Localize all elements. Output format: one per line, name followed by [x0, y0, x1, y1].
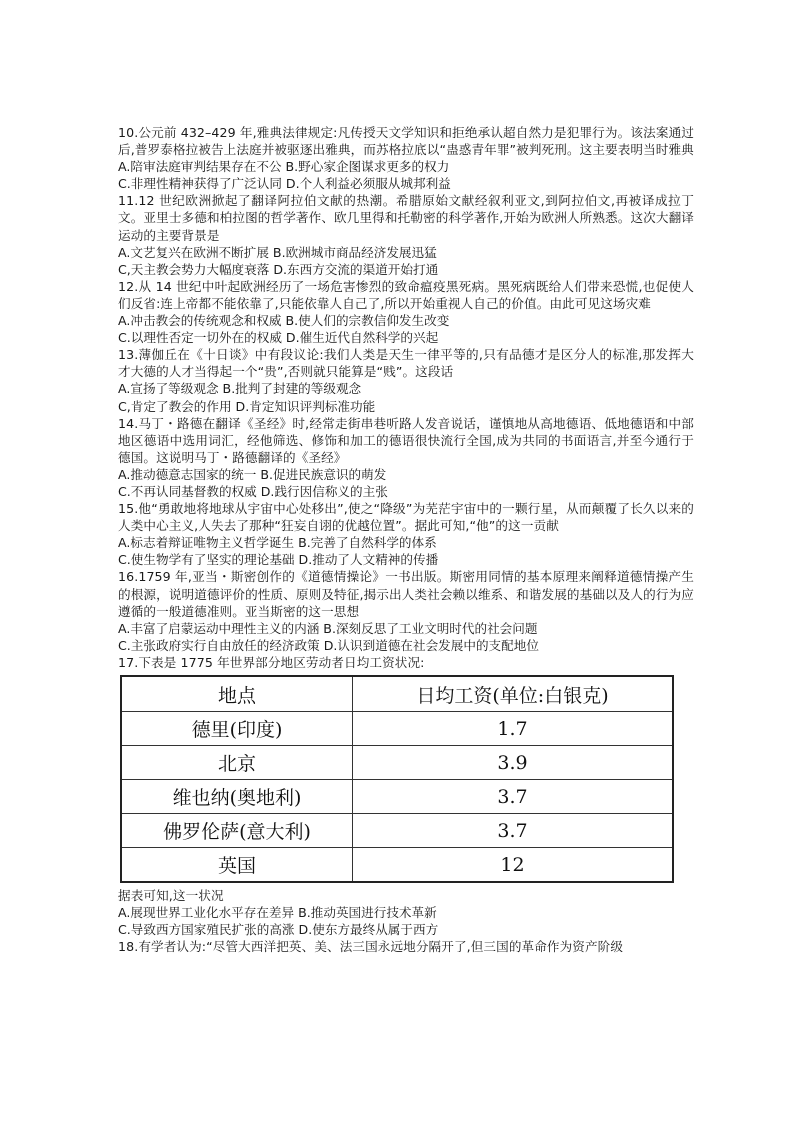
option-line: A.推动德意志国家的统一 B.促进民族意识的萌发 [118, 466, 387, 482]
table-row [121, 780, 673, 814]
table-cell-wage: 12 [353, 848, 674, 883]
question-stem: 14.马丁・路德在翻译《圣经》时,经常走街串巷听路人发音说话，谨慎地从高地德语、低地德语和中部地区德语中选用词汇，经他筛选、修饰和加工的德语很快流行全国,成为共同的书面语言,并至今通行于德国。这说明马丁・路德翻译的《圣经》 [118, 415, 694, 465]
option-line: C.主张政府实行自由放任的经济政策 D.认识到道德在社会发展中的支配地位 [118, 637, 539, 653]
option-line: C.非理性精神获得了广泛认同 D.个人利益必须服从城邦利益 [118, 176, 451, 192]
option-line: A.文艺复兴在欧洲不断扩展 B.欧洲城市商品经济发展迅猛 [118, 244, 437, 260]
question-12 [118, 278, 694, 346]
table-cell-location: 英国 [121, 848, 353, 883]
question-11 [118, 192, 694, 277]
table-header-cell: 地点 [121, 676, 353, 712]
table-row [121, 848, 673, 883]
question-stem: 10.公元前 432–429 年,雅典法律规定:凡传授天文学知识和拒绝承认超自然力是犯罪行为。该法案通过后,普罗泰格拉被告上法庭并被驱逐出雅典，而苏格拉底以“蛊惑青年罪”被判死刑。这主要表明当时雅典 [118, 125, 694, 158]
option-line: C,肯定了教会的作用 D.肯定知识评判标准功能 [118, 398, 376, 414]
question-14 [118, 415, 694, 500]
question-13 [118, 346, 694, 414]
option-line: A.冲击教会的传统观念和权威 B.使人们的宗教信仰发生改变 [118, 313, 450, 329]
option-line: C.导致西方国家殖民扩张的高涨 D.使东方最终从属于西方 [118, 922, 439, 938]
table-header-row [121, 676, 673, 712]
question-10 [118, 124, 694, 192]
option-line: A.展现世界工业化水平存在差异 B.推动英国进行技术革新 [118, 905, 437, 921]
question-18 [118, 938, 694, 955]
question-stem: 12.从 14 世纪中叶起欧洲经历了一场危害惨烈的致命瘟疫黑死病。黑死病既给人们带来恐慌,也促使人们反省:连上帝都不能依靠了,只能依靠人自己了,所以开始重视人自己的价值。由此可见这场灾难 [118, 278, 694, 311]
table-cell-wage: 3.7 [353, 780, 674, 814]
question-stem: 11.12 世纪欧洲掀起了翻译阿拉伯文献的热潮。希腊原始文献经叙利亚文,到阿拉伯文,再被译成拉丁文。亚里士多德和柏拉图的哲学著作、欧几里得和托勒密的科学著作,开始为欧洲人所熟悉。这次大翻译运动的主要背景是 [118, 193, 694, 243]
question-followup: 据表可知,这一状况 [118, 888, 224, 903]
option-line: A.丰富了启蒙运动中理性主义的内涵 B.深刻反思了工业文明时代的社会问题 [118, 620, 538, 636]
option-line: C.使生物学有了坚实的理论基础 D.推动了人文精神的传播 [118, 552, 439, 568]
table-row [121, 746, 673, 780]
table-cell-wage: 3.9 [353, 746, 674, 780]
table-cell-location: 德里(印度) [121, 712, 353, 746]
table-row [121, 814, 673, 848]
table-header-cell: 日均工资(单位:白银克) [353, 676, 674, 712]
option-line: A.标志着辩证唯物主义哲学诞生 B.完善了自然科学的体系 [118, 535, 437, 551]
option-line: A.陪审法庭审判结果存在不公 B.野心家企图谋求更多的权力 [118, 159, 450, 175]
question-15 [118, 500, 694, 568]
option-line: C.不再认同基督教的权威 D.践行因信称义的主张 [118, 483, 388, 499]
question-17 [118, 654, 694, 938]
option-line: A.宣扬了等级观念 B.批判了封建的等级观念 [118, 381, 362, 397]
table-cell-location: 北京 [121, 746, 353, 780]
wage-table [120, 675, 674, 883]
question-stem: 16.1759 年,亚当・斯密创作的《道德情操论》一书出版。斯密用同情的基本原理来阐释道德情操产生的根源，说明道德评价的性质、原则及特征,揭示出人类社会赖以维系、和谐发展的基础以及人的行为应遵循的一般道德准则。亚当斯密的这一思想 [118, 569, 694, 619]
question-16 [118, 568, 694, 653]
table-cell-location: 佛罗伦萨(意大利) [121, 814, 353, 848]
wage-table-wrap [120, 675, 674, 883]
option-line: C,天主教会势力大幅度衰落 D.东西方交流的渠道开始打通 [118, 261, 439, 277]
table-row [121, 712, 673, 746]
question-stem: 17.下表是 1775 年世界部分地区劳动者日均工资状况: [118, 654, 425, 670]
question-stem: 13.薄伽丘在《十日谈》中有段议论:我们人类是天生一律平等的,只有品德才是区分人的标准,那发挥大才大德的人才当得起一个“贵”,否则就只能算是“贱”。这段话 [118, 347, 694, 380]
question-stem: 15.他“勇敢地将地球从宇宙中心处移出”,使之“降级”为芜茫宇宙中的一颗行星，从而颠覆了长久以来的人类中心主义,人失去了那种“狂妄自诩的优越位置”。据此可知,“他”的这一贡献 [118, 501, 694, 534]
option-line: C.以理性否定一切外在的权威 D.催生近代自然科学的兴起 [118, 330, 439, 346]
table-cell-wage: 3.7 [353, 814, 674, 848]
table-cell-location: 维也纳(奥地利) [121, 780, 353, 814]
table-cell-wage: 1.7 [353, 712, 674, 746]
question-stem: 18.有学者认为:“尽管大西洋把英、美、法三国永远地分隔开了,但三国的革命作为资产阶级 [118, 939, 624, 955]
